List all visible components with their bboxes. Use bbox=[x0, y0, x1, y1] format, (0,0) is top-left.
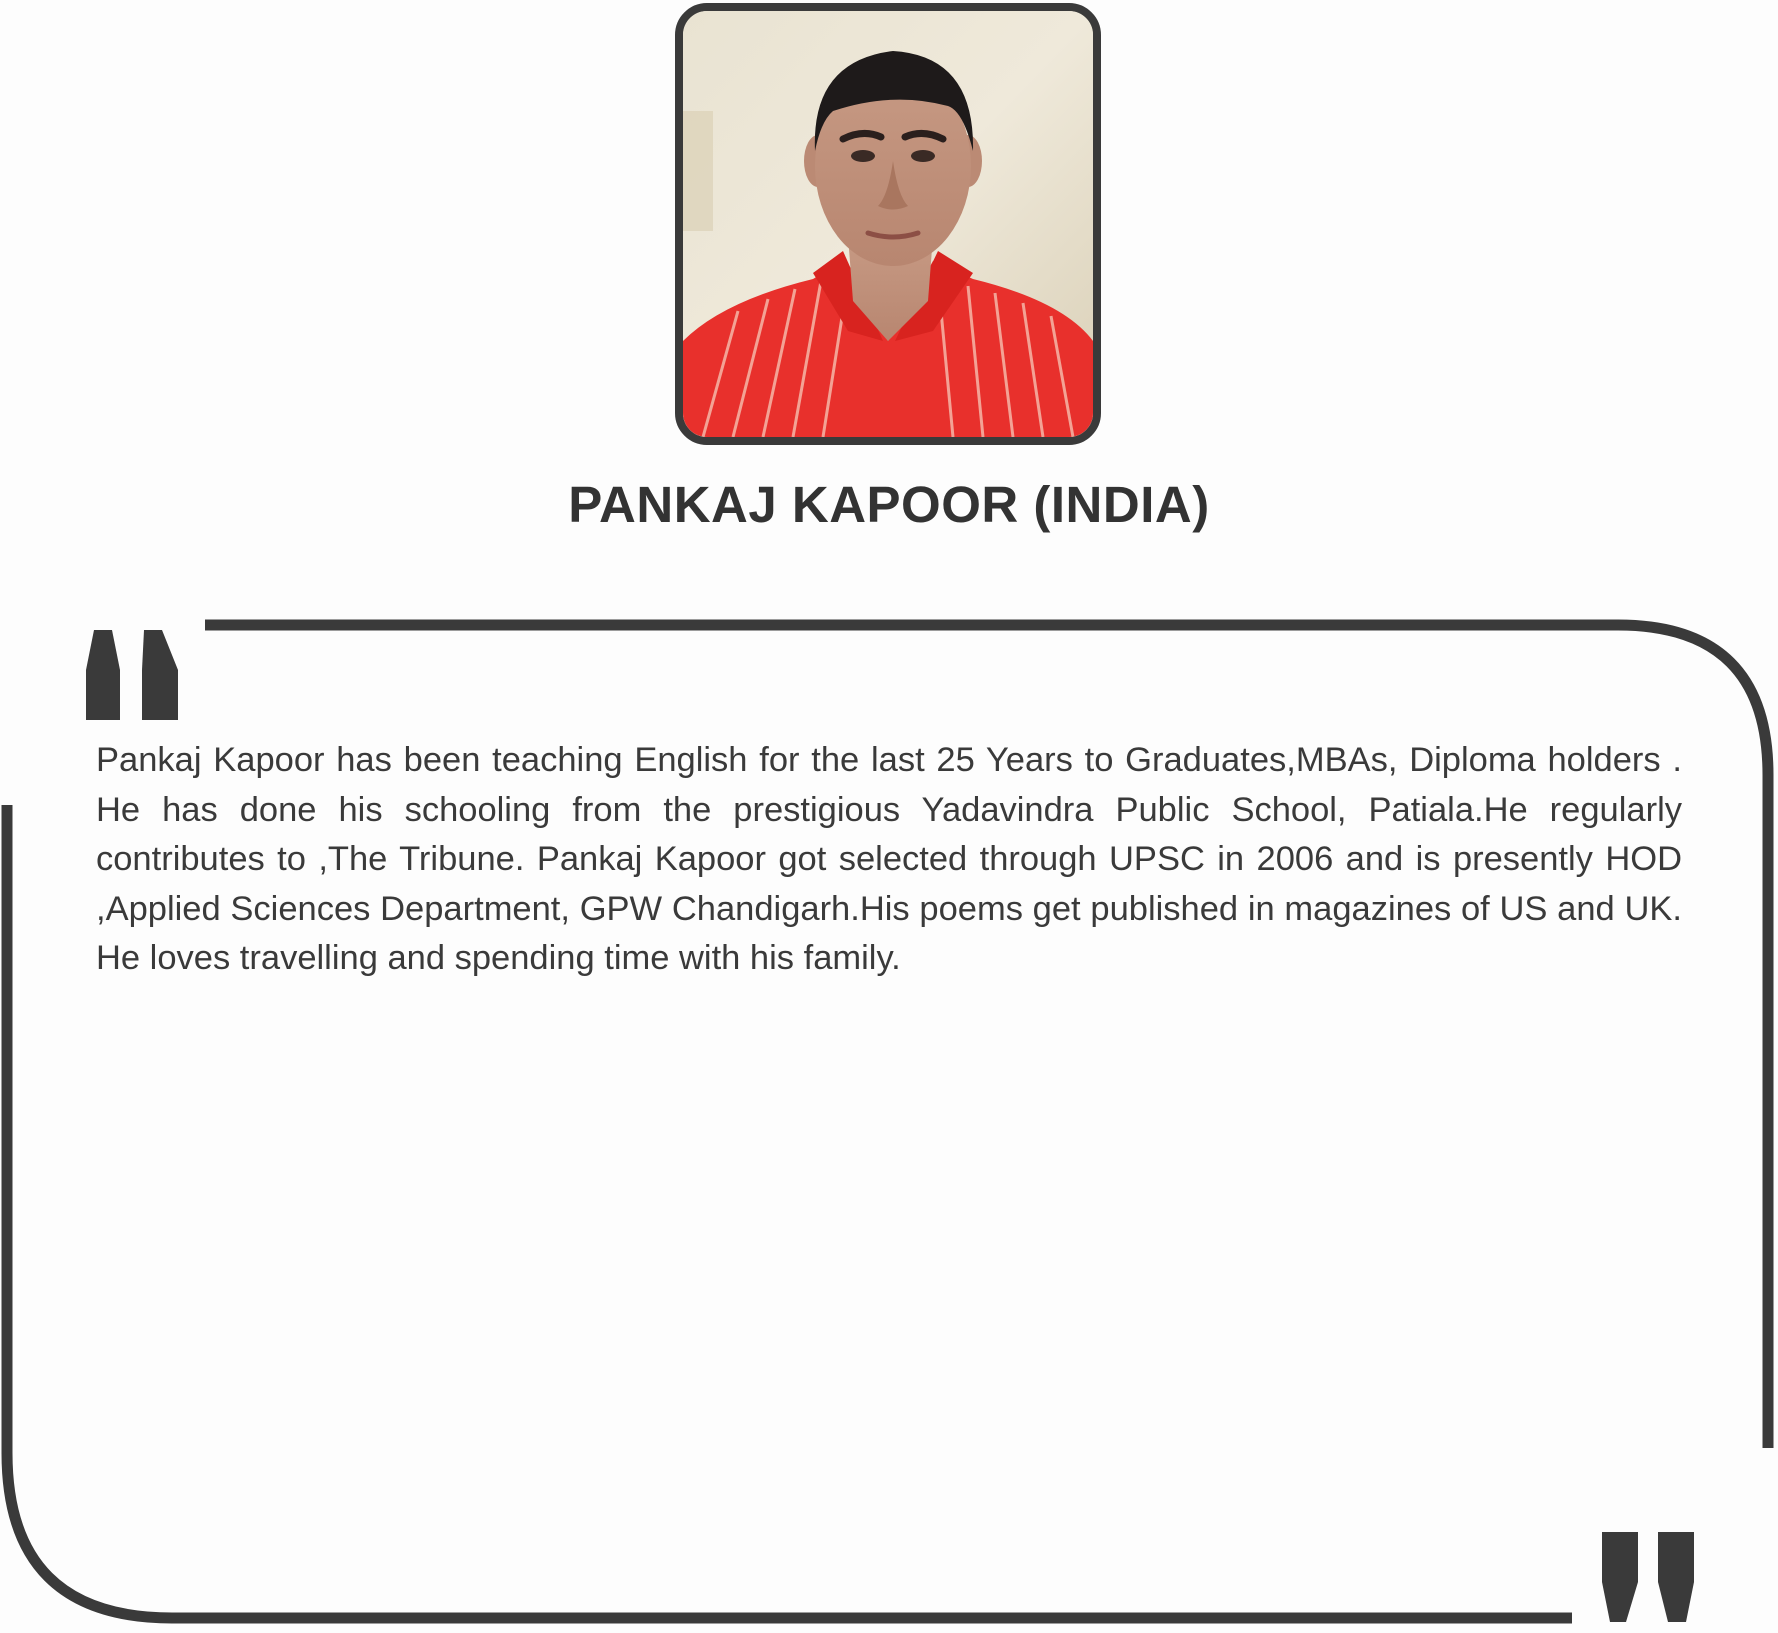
profile-name: PANKAJ KAPOOR (INDIA) bbox=[568, 476, 1210, 533]
bio-text: Pankaj Kapoor has been teaching English for the last 25 Years to Graduates,MBAs, Diploma holders . He has done his schooling from the prestigious Yadavindra Public School, Patiala.He regularly contributes to ,The Tribune. Pankaj Kapoor got selected through UPSC in 2006 and is presently HOD ,Applied Sciences Department, GPW Chandigarh.His poems get published in magazines of US and UK. He loves travelling and spending time with his family. bbox=[96, 741, 1682, 977]
profile-photo bbox=[675, 3, 1101, 445]
close-quote-icon bbox=[1602, 1532, 1694, 1622]
open-quote-icon bbox=[86, 630, 178, 720]
person-portrait-icon bbox=[683, 11, 1093, 437]
